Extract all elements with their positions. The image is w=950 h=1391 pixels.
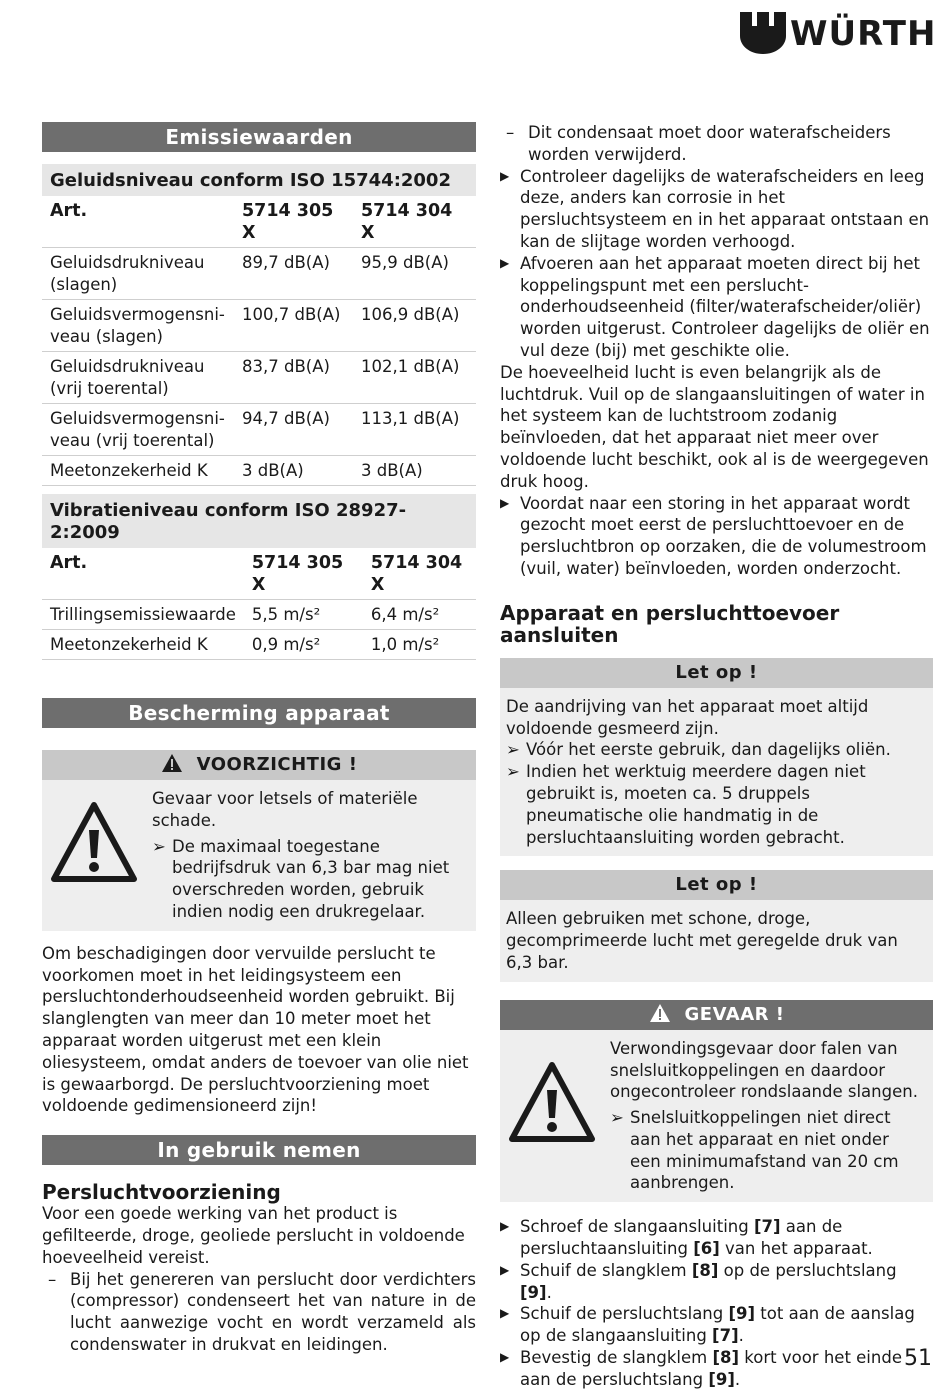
warning-triangle-icon (161, 753, 183, 773)
table-cell: 6,4 m/s² (363, 600, 476, 630)
part-reference: [8] (712, 1348, 740, 1368)
voorzichtig-label: VOORZICHTIG ! (196, 754, 358, 775)
letop-box-1 (500, 658, 933, 857)
step-text: Schuif de slangklem (520, 1260, 692, 1280)
triangle-bullet-icon: ▶ (500, 1219, 510, 1234)
voorzichtig-item-text: De maximaal toegestane bedrijfsdruk van 6,3 bar mag niet overschreden worden, gebruik indien nodig een drukregelaar. (172, 836, 450, 921)
condensaat-text: Dit condensaat moet door waterafscheiders worden verwijderd. (528, 123, 891, 164)
letop-item (506, 739, 925, 761)
step-item (500, 1303, 933, 1347)
table-header-cell: Art. (42, 548, 244, 600)
warning-triangle-large-icon (50, 800, 138, 884)
perslucht-dash-item (42, 1269, 476, 1356)
table-cell: 0,9 m/s² (244, 630, 363, 660)
step-item (500, 1260, 933, 1304)
instruction-item (500, 493, 933, 580)
table-header-cell: 5714 304 X (363, 548, 476, 600)
right-column (500, 122, 933, 1391)
table-cell: Geluidsvermogensni-veau (slagen) (42, 300, 234, 352)
table-header-cell: Art. (42, 196, 234, 248)
emissie-heading: Emissiewaarden (42, 122, 476, 152)
table-cell: 106,9 dB(A) (353, 300, 476, 352)
gevaar-text: Verwondingsgevaar door falen van snelsluitkoppelingen en daardoor ongecontroleer rondslaande slangen. (610, 1038, 918, 1102)
chevron-right-icon: ➢ (610, 1108, 624, 1128)
table-row (42, 248, 476, 300)
step-text: Schroef de slangaansluiting (520, 1217, 754, 1237)
table-header-cell: 5714 305 X (244, 548, 363, 600)
table-cell: Meetonzekerheid K (42, 456, 234, 486)
table-row (42, 456, 476, 486)
table-row (42, 630, 476, 660)
table-cell: Geluidsdrukniveau (vrij toerental) (42, 352, 234, 404)
step-text: . (546, 1282, 552, 1302)
part-reference: [6] (693, 1239, 720, 1259)
instruction-text: Controleer dagelijks de waterafscheiders en leeg deze, anders kan corrosie in het persluchtsysteem en in het apparaat ontstaan en kan de slijtage worden verhoogd. (520, 166, 930, 251)
table-cell: 94,7 dB(A) (234, 404, 353, 456)
aansluiten-heading: Apparaat en persluchttoevoer aansluiten (500, 600, 840, 647)
table-row (42, 352, 476, 404)
letop-body (500, 900, 933, 981)
table-cell: 95,9 dB(A) (353, 248, 476, 300)
table-cell: 83,7 dB(A) (234, 352, 353, 404)
step-text: van het apparaat. (719, 1239, 873, 1259)
step-text: kort voor het einde aan de persluchtslang (520, 1348, 902, 1389)
chevron-right-icon: ➢ (506, 762, 520, 782)
table-cell: Geluidsvermogensni-veau (vrij toerental) (42, 404, 234, 456)
perslucht-dash-text: Bij het genereren van perslucht door verdichters (compressor) condenseert het van nature in de lucht aanwezige vocht en wordt verzameld als condenswater in drukvat en leidingen. (70, 1269, 476, 1354)
table-cell: 3 dB(A) (234, 456, 353, 486)
step-text: . (738, 1326, 744, 1346)
condensaat-dash-item (500, 122, 933, 166)
step-text: op de persluchtslang (718, 1260, 897, 1280)
letop-text: Alleen gebruiken met schone, droge, gecomprimeerde lucht met geregelde druk van 6,3 bar. (506, 909, 898, 972)
gevaar-box (500, 1000, 933, 1203)
triangle-bullet-icon: ▶ (500, 495, 510, 510)
triangle-bullet-icon: ▶ (500, 1350, 510, 1365)
part-reference: [7] (753, 1217, 781, 1237)
gevaar-label: GEVAAR ! (684, 1003, 785, 1025)
geluid-table-title: Geluidsniveau conform ISO 15744:2002 (42, 164, 476, 196)
bescherming-heading: Bescherming apparaat (42, 698, 476, 728)
page-number: 51 (904, 1346, 932, 1371)
letop-body (500, 688, 933, 857)
table-cell: 1,0 m/s² (363, 630, 476, 660)
part-reference: [9] (520, 1282, 547, 1302)
table-cell: Trillingsemissiewaarde (42, 600, 244, 630)
warning-triangle-icon (649, 1003, 671, 1023)
vibratie-table-title: Vibratieniveau conform ISO 28927-2:2009 (42, 494, 476, 548)
chevron-right-icon: ➢ (152, 836, 166, 856)
step-item (500, 1347, 933, 1391)
gevaar-item-text: Snelsluitkoppelingen niet direct aan het apparaat en niet onder een minimumafstand van 20 cm aanbrengen. (630, 1108, 899, 1193)
letop-box-2 (500, 870, 933, 981)
gevaar-item (610, 1107, 923, 1194)
dash-marker: – (506, 123, 515, 142)
table-header-row (42, 196, 476, 248)
instruction-text: Voordat naar een storing in het apparaat wordt gezocht moet eerst de persluchttoevoer en de persluchtbron op oorzaken, die de volumestroom (vuil, water) beïnvloeden, worden onderzocht. (520, 493, 927, 578)
step-item (500, 1216, 933, 1260)
table-cell: 3 dB(A) (353, 456, 476, 486)
wurth-logo-mark (740, 12, 786, 54)
table-cell: 100,7 dB(A) (234, 300, 353, 352)
step-text: tot aan de aanslag op de slangaansluiting (520, 1304, 915, 1346)
instruction-item (500, 166, 933, 253)
letop-item-text: Vóór het eerste gebruik, dan dagelijks oliën. (526, 740, 891, 760)
voorzichtig-item (152, 836, 466, 923)
table-cell: 89,7 dB(A) (234, 248, 353, 300)
table-cell: Meetonzekerheid K (42, 630, 244, 660)
letop-item (506, 761, 925, 848)
gevaar-bar (500, 1000, 933, 1030)
triangle-bullet-icon: ▶ (500, 255, 510, 270)
lucht-paragraph: De hoeveelheid lucht is even belangrijk als de luchtdruk. Vuil op de slangaansluitingen of water in het systeem kan de luchtstroom zodanig beïnvloeden, dat het apparaat niet meer over voldoende lucht beschikt, ook al is de weergegeven druk hoog. (500, 362, 929, 491)
table-header-row (42, 548, 476, 600)
table-header-cell: 5714 304 X (353, 196, 476, 248)
table-cell: Geluidsdrukniveau (slagen) (42, 248, 234, 300)
steps-list (500, 1216, 933, 1390)
triangle-bullet-icon: ▶ (500, 168, 510, 183)
part-reference: [8] (691, 1260, 719, 1280)
letop-bar: Let op ! (500, 870, 933, 900)
table-row (42, 600, 476, 630)
part-reference: [9] (728, 1304, 756, 1324)
vibratie-table (42, 548, 476, 660)
dash-marker: – (48, 1269, 57, 1289)
perslucht-paragraph: Voor een goede werking van het product is gefilteerde, droge, geoliede perslucht in voldoende hoeveelheid vereist. (42, 1204, 465, 1267)
step-text: aan de persluchtaansluiting (520, 1217, 843, 1259)
part-reference: [7] (712, 1326, 739, 1346)
letop-item-text: Indien het werktuig meerdere dagen niet gebruikt is, moeten ca. 5 druppels pneumatische olie handmatig in de persluchtaansluiting worden gebracht. (526, 762, 866, 847)
letop-text: De aandrijving van het apparaat moet altijd voldoende gesmeerd zijn. (506, 696, 869, 738)
part-reference: [9] (708, 1369, 735, 1389)
table-cell: 113,1 dB(A) (353, 404, 476, 456)
voorzichtig-bar (42, 750, 476, 780)
triangle-bullet-icon: ▶ (500, 1262, 510, 1277)
letop-bar: Let op ! (500, 658, 933, 688)
chevron-right-icon: ➢ (506, 740, 520, 760)
geluid-table (42, 196, 476, 486)
instruction-item (500, 253, 933, 362)
step-text: . (734, 1369, 741, 1389)
brand-name: WÜRTH (790, 14, 937, 54)
voorzichtig-body (42, 780, 476, 931)
table-cell: 5,5 m/s² (244, 600, 363, 630)
table-header-cell: 5714 305 X (234, 196, 353, 248)
table-cell: 102,1 dB(A) (353, 352, 476, 404)
perslucht-heading: Persluchtvoorziening (42, 1180, 281, 1205)
left-column (42, 122, 476, 1356)
table-row (42, 300, 476, 352)
voorzichtig-box (42, 750, 476, 931)
gebruik-heading: In gebruik nemen (42, 1135, 476, 1165)
voorzichtig-text: Gevaar voor letsels of materiële schade. (152, 789, 418, 830)
instruction-text: Afvoeren aan het apparaat moeten direct bij het koppelingspunt met een perslucht-onderhoudseenheid (filter/waterafscheider/oliër) worden uitgerust. Controleer dagelijks de oliër en vul deze (bij) met geschikte olie. (520, 253, 930, 360)
table-row (42, 404, 476, 456)
step-text: Schuif de persluchtslang (520, 1304, 729, 1324)
triangle-bullet-icon: ▶ (500, 1306, 510, 1321)
bescherming-paragraph: Om beschadigingen door vervuilde perslucht te voorkomen moet in het leidingsysteem een persluchtonderhoudseenheid worden gebruikt. Bij slanglengten van meer dan 10 meter moet het apparaat worden uitgerust met een klein oliesysteem, omdat anders de toevoer van olie niet is gewaarborgd. De persluchtvoorziening moet voldoende gedimensioneerd zijn! (42, 943, 469, 1116)
step-text: Bevestig de slangklem (520, 1348, 713, 1368)
gevaar-body (500, 1030, 933, 1203)
warning-triangle-large-icon (508, 1060, 596, 1144)
